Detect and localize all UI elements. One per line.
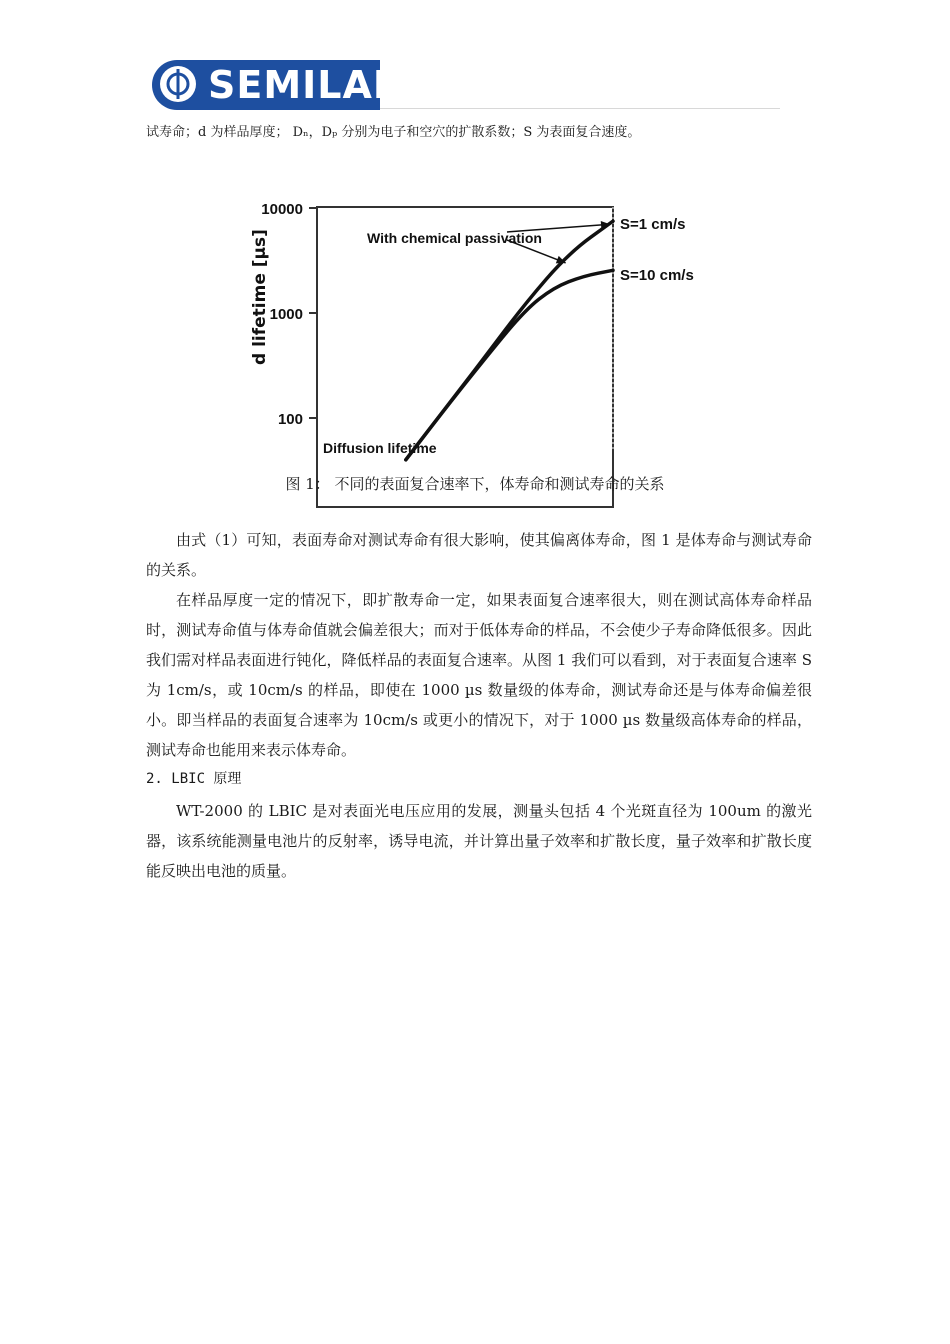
figure-1-chart <box>245 185 715 456</box>
paragraph-2 <box>146 585 812 765</box>
figure-caption: 图 1： 不同的表面复合速率下，体寿命和测试寿命的关系 <box>285 475 665 493</box>
lifetime-chart-svg <box>245 185 715 456</box>
y-tick-label: 1000 <box>269 306 303 323</box>
y-axis-label: d lifetime [µs] <box>250 229 270 365</box>
semilab-logo <box>152 60 403 110</box>
section-2-heading <box>146 764 812 794</box>
y-tick-label: 10000 <box>261 201 303 218</box>
paragraph-2-text: 在样品厚度一定的情况下，即扩散寿命一定，如果表面复合速率很大，则在测试高体寿命样品时，测试寿命值与体寿命值就会偏差很大；而对于低体寿命的样品，不会使少子寿命降低很多。因此我们需对样品表面进行钝化，降低样品的表面复合速率。从图 1 我们可以看到，对于表面复合速率 S 为 1cm/s，或 10cm/s 的样品，即使在 1000 µs 数量级的体寿命，测试寿命还是与体寿命偏差很小。即当样品的表面复合速率为 10cm/s 或更小的情况下，对于 1000 µs 数量级高体寿命的样品，测试寿命也能用来表示体寿命。 <box>146 591 812 759</box>
annotation-chemical-passivation: With chemical passivation <box>367 230 542 246</box>
series-line-s1 <box>406 221 613 460</box>
formula-definitions: 试寿命；d 为样品厚度； Dₙ，Dₚ 分别为电子和空穴的扩散系数；S 为表面复合速度。 <box>146 125 641 140</box>
series-label-s1: S=1 cm/s <box>620 216 686 233</box>
section-2-heading-text: 2. LBIC 原理 <box>146 771 242 787</box>
annotation-diffusion-lifetime: Diffusion lifetime <box>323 440 437 456</box>
series-line-s10 <box>406 270 613 459</box>
phi-logo-icon <box>158 64 198 104</box>
paragraph-3-text: WT-2000 的 LBIC 是对表面光电压应用的发展，测量头包括 4 个光斑直径为 100um 的激光器，该系统能测量电池片的反射率，诱导电流，并计算出量子效率和扩散长度，量子效率和扩散长度能反映出电池的质量。 <box>146 802 812 880</box>
paragraph-1-text: 由式（1）可知，表面寿命对测试寿命有很大影响，使其偏离体寿命，图 1 是体寿命与测试寿命的关系。 <box>146 531 812 579</box>
series-label-s10: S=10 cm/s <box>620 267 694 284</box>
header-rule <box>380 108 780 109</box>
y-tick-label: 100 <box>277 411 303 428</box>
logo-text: SEMILAB <box>208 63 403 107</box>
plot-frame <box>317 207 613 507</box>
paragraph-3 <box>146 796 812 886</box>
paragraph-1 <box>146 525 812 585</box>
